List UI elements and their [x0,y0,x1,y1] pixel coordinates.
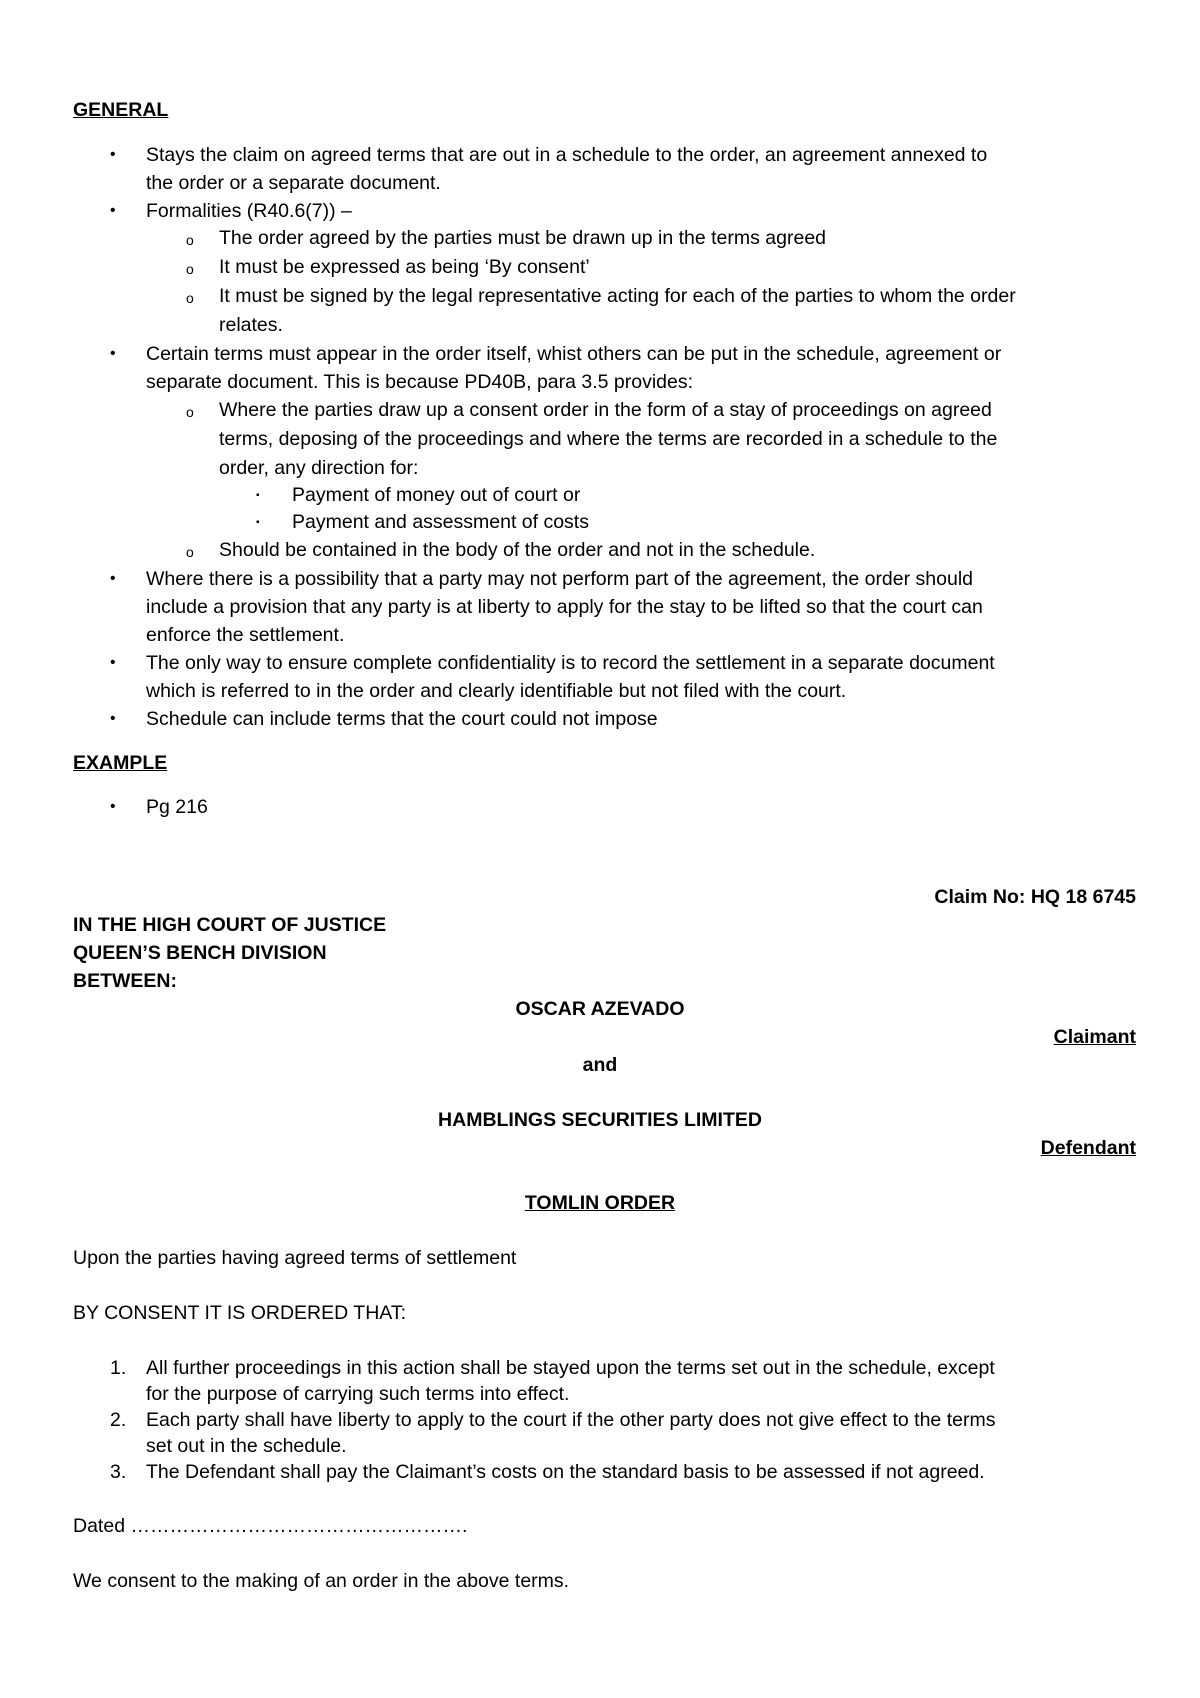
between-label: BETWEEN: [73,970,177,992]
bullet-text: Formalities (R40.6(7)) – [146,200,352,222]
order-item-text: for the purpose of carrying such terms into effect. [146,1383,570,1405]
claimant-name: OSCAR AZEVADO [515,998,685,1020]
example-item: Pg 216 [146,796,208,818]
square-bullet-icon: ▪ [256,517,260,528]
bullet-icon: • [110,345,116,362]
sub-bullet-text: It must be signed by the legal representative acting for each of the parties to whom the order [219,285,1016,307]
bullet-icon: • [110,146,116,163]
bullet-text: the order or a separate document. [146,172,441,194]
square-bullet-icon: ▪ [256,490,260,501]
bullet-icon: • [110,654,116,671]
by-consent-text: BY CONSENT IT IS ORDERED THAT: [73,1302,407,1324]
consent-statement: We consent to the making of an order in the above terms. [73,1570,570,1592]
defendant-name: HAMBLINGS SECURITIES LIMITED [438,1109,762,1131]
bullet-text: Schedule can include terms that the court could not impose [146,708,658,730]
sub-bullet-text: relates. [219,314,283,336]
claim-number: Claim No: HQ 18 6745 [934,886,1136,908]
sub-bullet-text: Payment and assessment of costs [292,511,589,533]
order-title: TOMLIN ORDER [524,1192,676,1214]
sub-bullet-text: Where the parties draw up a consent order in the form of a stay of proceedings on agreed [219,399,992,421]
sub-sub-bullet-text: Payment of money out of court or [292,484,581,506]
bullet-text: include a provision that any party is at liberty to apply for the stay to be lifted so that the court can [146,596,983,618]
court-name: IN THE HIGH COURT OF JUSTICE [73,914,387,936]
bullet-text: which is referred to in the order and clearly identifiable but not filed with the court. [146,680,847,702]
circle-bullet-icon: o [186,232,194,248]
bullet-icon: • [110,202,116,219]
defendant-label: Defendant [1040,1137,1136,1159]
bullet-text: The only way to ensure complete confidentiality is to record the settlement in a separate document [146,652,995,674]
sub-bullet-text: order, any direction for: [219,457,419,479]
order-item-number: 2. [110,1409,127,1431]
order-item-number: 1. [110,1357,127,1379]
general-heading: GENERAL [73,99,169,121]
court-division: QUEEN’S BENCH DIVISION [73,942,327,964]
circle-bullet-icon: o [186,261,194,277]
sub-bullet-text: Should be contained in the body of the order and not in the schedule. [219,539,816,561]
circle-bullet-icon: o [186,290,194,306]
order-item-text: Each party shall have liberty to apply to the court if the other party does not give effect to the terms [146,1409,996,1431]
bullet-icon: • [110,710,116,727]
recital-text: Upon the parties having agreed terms of settlement [73,1247,517,1269]
bullet-text: Stays the claim on agreed terms that are out in a schedule to the order, an agreement annexed to [146,144,988,166]
bullet-text: Certain terms must appear in the order itself, whist others can be put in the schedule, agreement or [146,343,1002,365]
bullet-icon: • [110,570,116,587]
dated-line: Dated ……………………………………………. [73,1515,468,1537]
order-item-text: The Defendant shall pay the Claimant’s costs on the standard basis to be assessed if not agreed. [146,1461,985,1483]
claimant-label: Claimant [1053,1026,1136,1048]
bullet-text: Where there is a possibility that a party may not perform part of the agreement, the order should [146,568,973,590]
bullet-text: enforce the settlement. [146,624,345,646]
sub-bullet-text: It must be expressed as being ‘By consent’ [219,256,590,278]
bullet-text: separate document. This is because PD40B, para 3.5 provides: [146,371,694,393]
order-item-text: set out in the schedule. [146,1435,347,1457]
and-label: and [582,1054,618,1076]
example-heading: EXAMPLE [73,752,168,774]
order-item-text: All further proceedings in this action shall be stayed upon the terms set out in the schedule, except [146,1357,995,1379]
sub-bullet-text: The order agreed by the parties must be drawn up in the terms agreed [219,227,827,249]
sub-bullet-text: terms, deposing of the proceedings and where the terms are recorded in a schedule to the [219,428,998,450]
circle-bullet-icon: o [186,404,194,420]
order-item-number: 3. [110,1461,127,1483]
circle-bullet-icon: o [186,544,194,560]
bullet-icon: • [110,798,116,815]
